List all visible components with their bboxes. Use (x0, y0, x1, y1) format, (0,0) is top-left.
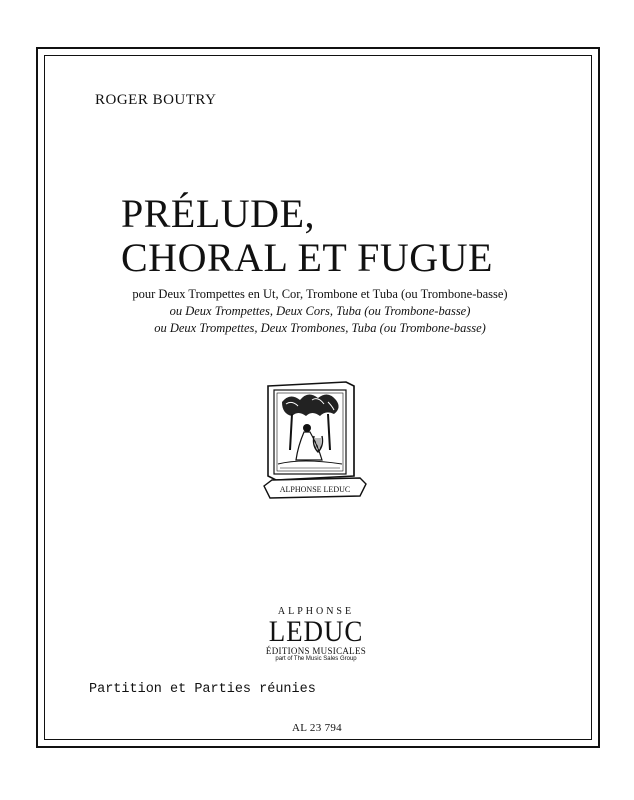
publisher-line-4: part of The Music Sales Group (275, 656, 357, 662)
publisher-emblem-icon (262, 380, 368, 508)
publisher-logo (250, 606, 382, 663)
instrumentation-line-1: pour Deux Trompettes en Ut, Cor, Trombone et Tuba (ou Trombone-basse) (132, 287, 508, 301)
instrumentation-line-2: ou Deux Trompettes, Deux Cors, Tuba (ou Trombone-basse) (169, 304, 471, 318)
instrumentation-line-3: ou Deux Trompettes, Deux Trombones, Tuba (ou Trombone-basse) (154, 321, 486, 335)
emblem-banner-text: ALPHONSE LEDUC (279, 485, 351, 494)
title-line-1: PRÉLUDE, (121, 191, 315, 236)
composer-name: ROGER BOUTRY (95, 92, 217, 108)
publisher-line-3: ÉDITIONS MUSICALES (265, 646, 367, 656)
title-line-2: CHORAL ET FUGUE (121, 235, 493, 280)
score-note: Partition et Parties réunies (89, 682, 316, 697)
publisher-line-1: ALPHONSE (277, 606, 355, 617)
publisher-line-2: LEDUC (268, 615, 364, 648)
catalog-number: AL 23 794 (292, 722, 342, 734)
